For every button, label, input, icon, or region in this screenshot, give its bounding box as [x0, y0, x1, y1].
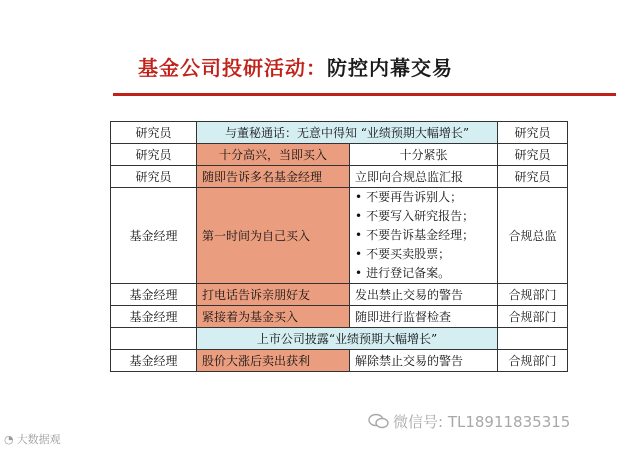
watermark-left [4, 431, 61, 447]
row-right-role: 合规部门 [498, 350, 568, 372]
row-role: 研究员 [111, 166, 197, 188]
table-row [111, 188, 568, 284]
wechat-icon [368, 413, 390, 431]
row-right-role: 合规部门 [498, 306, 568, 328]
row-right-role: 研究员 [498, 166, 568, 188]
list-item: • 不要再告诉别人； [355, 188, 492, 207]
compliance-instruction-list [355, 188, 492, 283]
table-row [111, 122, 568, 144]
compliance-cell: 立即向合规总监汇报 [350, 166, 498, 188]
list-item: • 进行登记备案。 [355, 264, 492, 283]
row-role [111, 328, 197, 350]
watermark-right-text: 微信号: TL18911835315 [393, 413, 571, 431]
row-role: 基金经理 [111, 350, 197, 372]
watermark-left-text: 大数据观 [16, 433, 61, 446]
table-row [111, 306, 568, 328]
row-role: 研究员 [111, 144, 197, 166]
compliance-list-cell [350, 188, 498, 284]
row-role: 研究员 [111, 122, 197, 144]
slide-title-sub: 防控内幕交易 [327, 56, 453, 80]
action-cell: 十分高兴，当即买入 [197, 144, 350, 166]
row-role: 基金经理 [111, 188, 197, 284]
table-row [111, 350, 568, 372]
list-item: • 不要告诉基金经理； [355, 226, 492, 245]
table-row [111, 144, 568, 166]
row-role: 基金经理 [111, 284, 197, 306]
insider-trading-table [110, 121, 568, 372]
list-item: • 不要买卖股票； [355, 245, 492, 264]
slide-title-main: 基金公司投研活动： [138, 56, 327, 80]
row-right-role: 研究员 [498, 122, 568, 144]
row-role: 基金经理 [111, 306, 197, 328]
compliance-cell: 发出禁止交易的警告 [350, 284, 498, 306]
action-cell: 随即告诉多名基金经理 [197, 166, 350, 188]
slide-title [138, 52, 453, 81]
row-right-role: 合规部门 [498, 284, 568, 306]
action-cell: 打电话告诉亲朋好友 [197, 284, 350, 306]
table-row [111, 166, 568, 188]
row-right-role: 研究员 [498, 144, 568, 166]
action-cell: 紧接着为基金买入 [197, 306, 350, 328]
compliance-cell: 解除禁止交易的警告 [350, 350, 498, 372]
list-item: • 不要写入研究报告； [355, 207, 492, 226]
event-cell: 上市公司披露“业绩预期大幅增长” [197, 328, 498, 350]
compliance-cell: 十分紧张 [350, 144, 498, 166]
action-cell: 第一时间为自己买入 [197, 188, 350, 284]
table-row [111, 328, 568, 350]
title-underline [113, 93, 616, 96]
row-right-role [498, 328, 568, 350]
action-cell: 股价大涨后卖出获利 [197, 350, 350, 372]
row-right-role: 合规总监 [498, 188, 568, 284]
compliance-cell: 随即进行监督检查 [350, 306, 498, 328]
event-cell: 与董秘通话：无意中得知 “业绩预期大幅增长” [197, 122, 498, 144]
table-row [111, 284, 568, 306]
weibo-icon: ◔ [4, 433, 14, 446]
watermark-right [368, 411, 570, 432]
